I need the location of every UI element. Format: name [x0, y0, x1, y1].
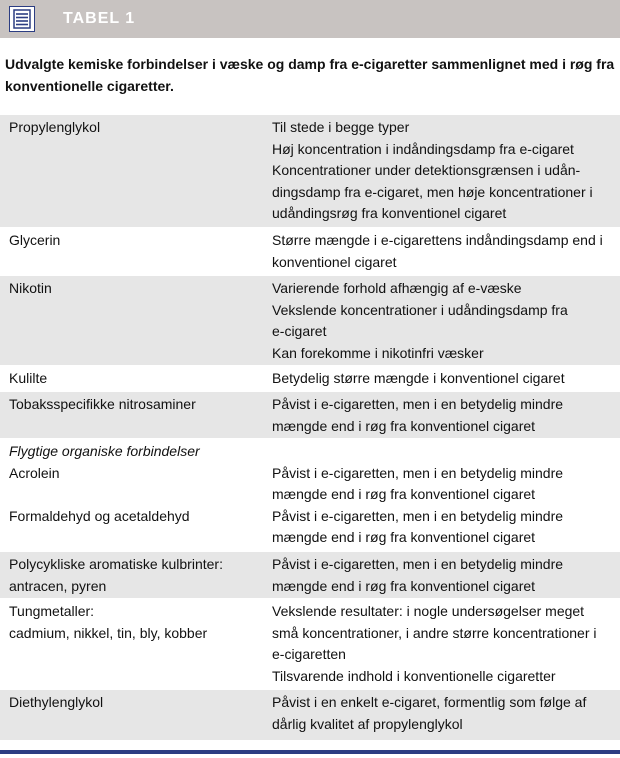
compound-name: Glycerin [9, 232, 61, 248]
compound-name: Diethylenglykol [9, 694, 104, 710]
table-row [0, 366, 620, 392]
compound-name: Kulilte [9, 370, 48, 386]
compound-description: Til stede i begge typer Høj koncentration i indåndingsdamp fra e-cigaret Koncentrationer under detektionsgrænsen i udån- dingsdamp fra e-cigaret, men høje koncentrationer i udåndingsrøg fra konventionel cigaret [272, 119, 593, 222]
document-icon [9, 6, 35, 32]
compound-name: Propylenglykol [9, 119, 101, 135]
compound-description: Påvist i e-cigaretten, men i en betydelig mindre mængde end i røg fra konventionel cigaret [272, 396, 564, 434]
compounds-table [0, 115, 620, 741]
compound-description: Påvist i e-cigaretten, men i en betydelig mindre mængde end i røg fra konventionel cigaret [272, 556, 564, 594]
compound-description: Større mængde i e-cigarettens indåndingsdamp end i konventionel cigaret [272, 232, 603, 270]
compound-description: Varierende forhold afhængig af e-væske Vekslende koncentrationer i udåndingsdamp fra e-cigaret Kan forekomme i nikotinfri væsker [272, 280, 568, 361]
table-title: TABEL 1 [63, 10, 136, 27]
table-row [0, 599, 620, 690]
group-heading: Flygtige organiske forbindelser [9, 443, 200, 459]
table-caption [5, 53, 615, 97]
compound-description: Vekslende resultater: i nogle undersøgelser meget små koncentrationer, i andre større koncentrationer i e-cigaretten Tilsvarende indhold i konventionelle cigaretter [272, 603, 597, 684]
compound-name: Polycykliske aromatiske kulbrinter: antracen, pyren [9, 556, 223, 594]
compound-name: Tungmetaller: cadmium, nikkel, tin, bly, kobber [9, 603, 208, 641]
compound-description: Påvist i en enkelt e-cigaret, formentlig som følge af dårlig kvalitet af propylenglykol [272, 694, 587, 732]
table-row [0, 439, 620, 552]
compound-description: Betydelig større mængde i konventionel cigaret [272, 370, 565, 386]
table-row [0, 690, 620, 741]
table-header-bar [0, 0, 620, 38]
compound-name: Tobaksspecifikke nitrosaminer [9, 396, 196, 412]
compound-name: Nikotin [9, 280, 52, 296]
caption-line: Udvalgte kemiske forbindelser i væske og damp fra e-cigaretter sammenlignet med i røg fra [5, 56, 615, 72]
table-row [0, 276, 620, 366]
table-row [0, 115, 620, 228]
compound-description: Påvist i e-cigaretten, men i en betydelig mindre mængde end i røg fra konventionel cigaret Påvist i e-cigaretten, men i en betydelig mindre mængde end i røg fra konventionel cigaret [272, 464, 564, 546]
table-row [0, 228, 620, 276]
bottom-rule [0, 750, 620, 754]
caption-line: konventionelle cigaretter. [5, 78, 174, 94]
table-row [0, 392, 620, 439]
table-row [0, 552, 620, 599]
compound-name: Flygtige organiske forbindelser Acrolein Formaldehyd og acetaldehyd [9, 441, 259, 527]
